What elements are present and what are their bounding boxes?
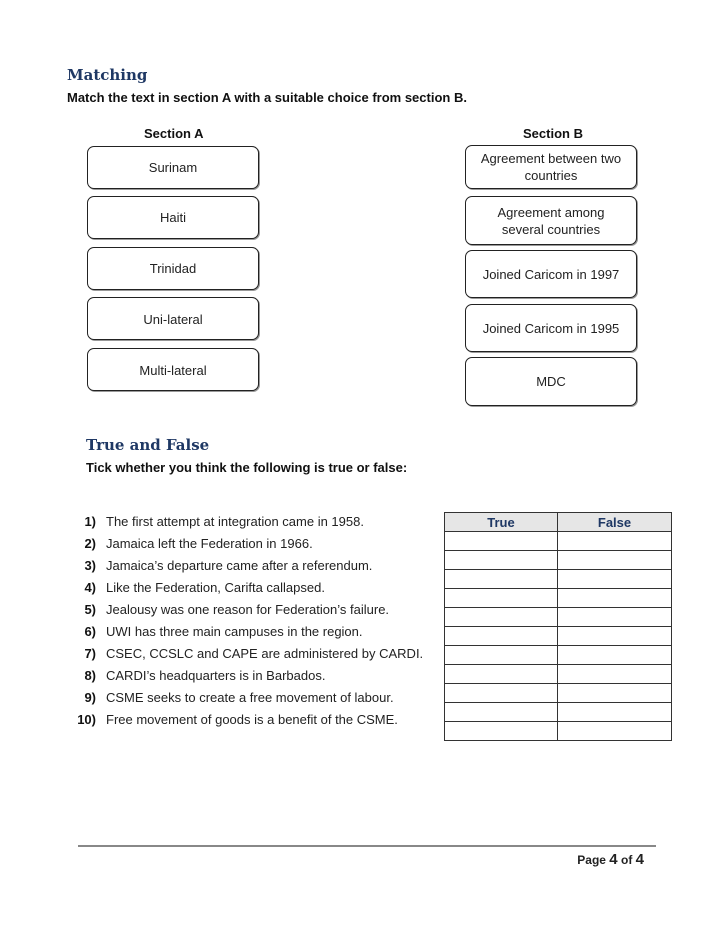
true-false-instruction: Tick whether you think the following is true or false: [86, 460, 408, 475]
section-b-item [465, 196, 637, 245]
question-item [70, 511, 423, 533]
false-cell[interactable] [558, 570, 672, 589]
table-row [445, 722, 672, 741]
true-cell[interactable] [445, 532, 558, 551]
table-row [445, 608, 672, 627]
true-cell[interactable] [445, 722, 558, 741]
section-a-item [87, 247, 259, 290]
question-item [70, 643, 423, 665]
false-cell[interactable] [558, 532, 672, 551]
true-cell[interactable] [445, 703, 558, 722]
table-row [445, 570, 672, 589]
section-b-item-line: MDC [536, 374, 566, 389]
true-cell[interactable] [445, 570, 558, 589]
question-number: 4) [84, 580, 96, 595]
section-b-item-line: Joined Caricom in 1995 [482, 321, 620, 336]
question-number: 5) [84, 602, 96, 617]
question-number: 1) [84, 514, 96, 529]
question-text: Jamaica left the Federation in 1966. [106, 536, 313, 551]
false-cell[interactable] [558, 646, 672, 665]
true-cell[interactable] [445, 589, 558, 608]
true-cell[interactable] [445, 646, 558, 665]
footer-divider [78, 845, 656, 847]
question-item [70, 599, 423, 621]
section-a-item-label: Uni-lateral [143, 312, 203, 327]
question-text: UWI has three main campuses in the region. [106, 624, 363, 639]
question-item [70, 665, 423, 687]
question-number: 6) [84, 624, 96, 639]
section-a-item-label: Trinidad [149, 261, 197, 276]
true-false-table [444, 512, 672, 741]
true-false-heading: True and False [86, 436, 210, 454]
true-cell[interactable] [445, 627, 558, 646]
question-item [70, 555, 423, 577]
footer-page-total: 4 [635, 851, 644, 868]
question-number: 9) [84, 690, 96, 705]
false-cell[interactable] [558, 722, 672, 741]
false-cell[interactable] [558, 608, 672, 627]
page-footer [577, 851, 644, 868]
question-text: Jealousy was one reason for Federation’s failure. [106, 602, 390, 617]
question-list [70, 511, 423, 731]
section-a-item [87, 297, 259, 340]
section-b-item [465, 357, 637, 406]
true-cell[interactable] [445, 665, 558, 684]
table-row [445, 646, 672, 665]
section-b-item-line: Agreement between two [480, 151, 622, 166]
question-text: CARDI’s headquarters is in Barbados. [106, 668, 326, 683]
question-number: 10) [77, 712, 96, 727]
question-number: 8) [84, 668, 96, 683]
false-cell[interactable] [558, 589, 672, 608]
question-number: 2) [84, 536, 96, 551]
true-cell[interactable] [445, 684, 558, 703]
section-b-title: Section B [523, 126, 583, 141]
footer-of-word: of [620, 853, 633, 867]
false-cell[interactable] [558, 551, 672, 570]
question-item [70, 709, 423, 731]
footer-page-word: Page [577, 853, 606, 867]
section-b-item-line: several countries [501, 222, 601, 237]
section-b-item-line: countries [524, 168, 578, 183]
question-text: Free movement of goods is a benefit of the CSME. [106, 712, 398, 727]
section-a-item-label: Surinam [148, 160, 198, 175]
question-text: CSME seeks to create a free movement of labour. [106, 690, 394, 705]
question-item [70, 687, 423, 709]
question-number: 3) [84, 558, 96, 573]
table-row [445, 589, 672, 608]
question-text: CSEC, CCSLC and CAPE are administered by CARDI. [106, 646, 424, 661]
matching-heading: Matching [67, 66, 148, 84]
section-b-item-line: Agreement among [497, 205, 605, 220]
table-row [445, 703, 672, 722]
section-a-title: Section A [144, 126, 204, 141]
section-a-item [87, 348, 259, 391]
section-b-item [465, 250, 637, 298]
section-a-item [87, 146, 259, 189]
table-row [445, 532, 672, 551]
false-column-header: False [558, 513, 672, 532]
section-a-item-label: Haiti [159, 210, 186, 225]
footer-page-number: 4 [609, 851, 618, 868]
section-a-item-label: Multi-lateral [139, 363, 207, 378]
question-text: Jamaica’s departure came after a referendum. [106, 558, 373, 573]
question-item [70, 533, 423, 555]
table-header-row [445, 513, 672, 532]
table-row [445, 684, 672, 703]
section-a-item [87, 196, 259, 239]
false-cell[interactable] [558, 703, 672, 722]
matching-instruction: Match the text in section A with a suitable choice from section B. [67, 90, 467, 105]
table-row [445, 627, 672, 646]
question-item [70, 577, 423, 599]
section-b-item [465, 145, 637, 189]
false-cell[interactable] [558, 684, 672, 703]
table-row [445, 551, 672, 570]
table-row [445, 665, 672, 684]
true-cell[interactable] [445, 551, 558, 570]
false-cell[interactable] [558, 665, 672, 684]
true-cell[interactable] [445, 608, 558, 627]
question-item [70, 621, 423, 643]
question-text: Like the Federation, Carifta callapsed. [106, 580, 325, 595]
question-number: 7) [84, 646, 96, 661]
true-column-header: True [445, 513, 558, 532]
section-b-item [465, 304, 637, 352]
false-cell[interactable] [558, 627, 672, 646]
question-text: The first attempt at integration came in 1958. [106, 514, 364, 529]
section-b-item-line: Joined Caricom in 1997 [482, 267, 620, 282]
